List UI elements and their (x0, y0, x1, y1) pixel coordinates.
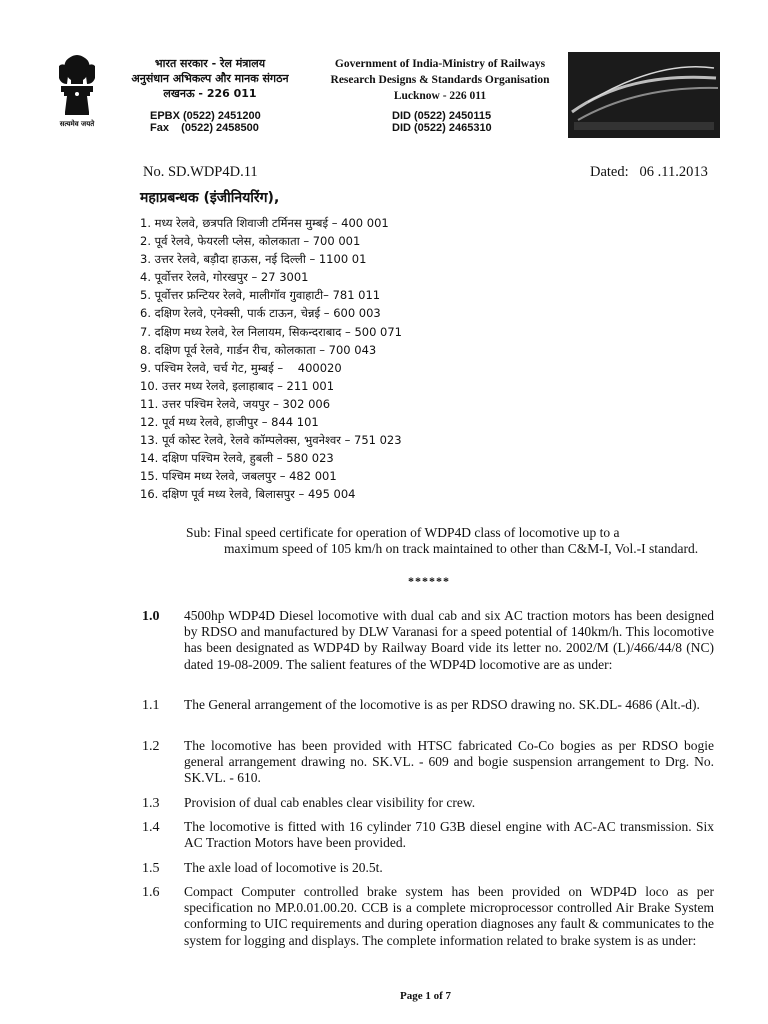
list-item: 8. दक्षिण पूर्व रेलवे, गार्डन रीच, कोलकाता – 700 043 (140, 342, 377, 357)
list-item: 14. दक्षिण पश्चिम रेलवे, हुबली – 580 023 (140, 451, 334, 466)
para-number-1-2: 1.2 (142, 739, 160, 754)
para-number-1-1: 1.1 (142, 698, 160, 713)
hindi-letterhead (120, 56, 300, 101)
list-item: 5. पूर्वोत्तर फ्रन्टियर रेलवे, मालीगॉव गुवाहाटी– 781 011 (140, 288, 381, 303)
para-number-1-5: 1.5 (142, 861, 160, 876)
english-line-2: Research Designs & Standards Organisation (330, 74, 550, 86)
hindi-line-3: लखनऊ - 226 011 (163, 87, 257, 100)
did-number-1: DID (0522) 2450115 (392, 110, 492, 122)
dated-value: 06 .11.2013 (639, 164, 708, 180)
para-text-1-5: The axle load of locomotive is 20.5t. (184, 860, 383, 875)
railway-zone-list (140, 214, 402, 504)
para-text-1-2: The locomotive has been provided with HTSC fabricated Co-Co bogies as per RDSO bogie general arrangement drawing no. SK.VL. - 609 and bogie suspension arrangement to Drg. No. SK.VL. - 610. (184, 738, 714, 786)
did-number-2: DID (0522) 2465310 (392, 122, 492, 134)
para-text-1-6: Compact Computer controlled brake system has been provided on WDP4D loco as per specification no MP.0.01.00.20. CCB is a complete microprocessor controlled Air Brake System conforming to UIC requirements and during operation diagnoses any fault & communicates to the system for logging and displays. The complete information related to brake system is as under: (184, 884, 714, 948)
list-item: 1. मध्य रेलवे, छत्रपति शिवाजी टर्मिनस मुम्बई – 400 001 (140, 216, 389, 230)
para-number-1-0: 1.0 (142, 609, 160, 624)
subject-line-1: Sub: Final speed certificate for operation of WDP4D class of locomotive up to a (186, 525, 620, 540)
para-number-1-6: 1.6 (142, 885, 160, 900)
english-line-3: Lucknow - 226 011 (393, 90, 487, 102)
fax-number: Fax (0522) 2458500 (150, 122, 259, 134)
para-text-1-4: The locomotive is fitted with 16 cylinder 710 G3B diesel engine with AC-AC transmission. Six AC Traction Motors have been provided. (184, 819, 714, 851)
reference-number: No. SD.WDP4D.11 (143, 164, 258, 180)
list-item: 15. पश्चिम मध्य रेलवे, जबलपुर – 482 001 (140, 469, 337, 484)
list-item: 11. उत्तर पश्चिम रेलवे, जयपुर – 302 006 (140, 396, 331, 411)
page-number: Page 1 of 7 (400, 990, 452, 1002)
list-item: 2. पूर्व रेलवे, फेयरली प्लेस, कोलकाता – 700 001 (140, 234, 361, 249)
epbx-number: EPBX (0522) 2451200 (150, 110, 261, 122)
list-item: 3. उत्तर रेलवे, बड़ौदा हाऊस, नई दिल्ली – 1100 01 (140, 252, 367, 267)
subject-block (186, 525, 720, 557)
right-phone-numbers (392, 110, 492, 134)
hindi-line-1: भारत सरकार - रेल मंत्रालय (154, 57, 266, 70)
list-item: 16. दक्षिण पूर्व मध्य रेलवे, बिलासपुर – 495 004 (140, 487, 356, 502)
para-number-1-4: 1.4 (142, 820, 160, 835)
left-phone-numbers (150, 110, 261, 134)
para-text-1-3: Provision of dual cab enables clear visibility for crew. (184, 795, 476, 810)
list-item: 4. पूर्वोत्तर रेलवे, गोरखपुर – 27 3001 (140, 270, 309, 285)
english-line-1: Government of India-Ministry of Railways (334, 58, 546, 70)
list-item: 6. दक्षिण रेलवे, एनेक्सी, पार्क टाऊन, चेन्नई – 600 003 (140, 306, 381, 321)
english-letterhead (325, 56, 555, 104)
para-text-1-0: 4500hp WDP4D Diesel locomotive with dual cab and six AC traction motors has been designed by RDSO and manufactured by DLW Varanasi for a speed potential of 140km/h. This locomotive has been designated as WDP4D by Railway Board vide its letter no. 2002/M (L)/466/44/8 (NC) dated 19-08-2009. The salient features of the WDP4D locomotive are as under: (184, 608, 714, 672)
hindi-line-2: अनुसंधान अभिकल्प और मानक संगठन (131, 72, 289, 85)
subject-line-2: maximum speed of 105 km/h on track maintained to other than C&M-I, Vol.-I standard. (224, 541, 699, 556)
list-item: 12. पूर्व मध्य रेलवे, हाजीपुर – 844 101 (140, 415, 319, 430)
list-item: 7. दक्षिण मध्य रेलवे, रेल निलायम, सिकन्दराबाद – 500 071 (140, 324, 403, 339)
para-number-1-3: 1.3 (142, 796, 160, 811)
addressee-heading: महाप्रबन्धक (इंजीनियरिंग), (140, 190, 280, 206)
letter-date (590, 164, 708, 181)
list-item: 9. पश्चिम रेलवे, चर्च गेट, मुम्बई – 400020 (140, 360, 342, 375)
list-item: 10. उत्तर मध्य रेलवे, इलाहाबाद – 211 001 (140, 378, 335, 393)
para-text-1-1: The General arrangement of the locomotive is as per RDSO drawing no. SK.DL- 4686 (Alt.-d). (184, 697, 700, 712)
dated-label: Dated: (590, 164, 629, 180)
national-emblem-icon (55, 52, 99, 134)
separator-stars: ****** (408, 574, 450, 588)
emblem-motto: सत्यमेव जयते (59, 120, 95, 128)
list-item: 13. पूर्व कोस्ट रेलवे, रेलवे कॉम्पलेक्स, भुवनेश्वर – 751 023 (140, 433, 402, 448)
rdso-logo (568, 52, 720, 138)
